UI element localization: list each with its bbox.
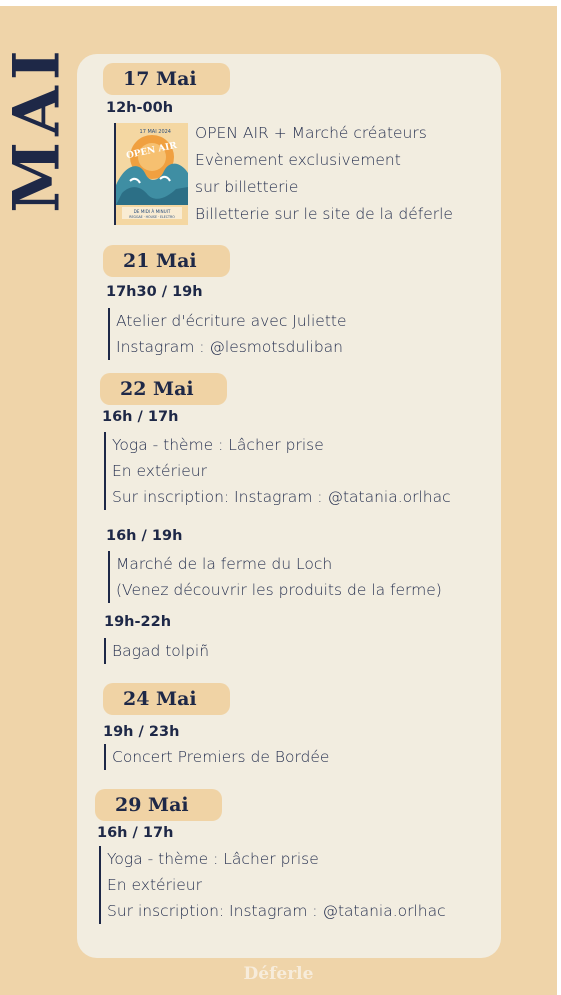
event-description: [108, 551, 442, 603]
event-line: Instagram : @lesmotsduliban: [116, 338, 343, 356]
event-description: [108, 308, 347, 360]
day-header-29-mai: 29 Mai: [95, 789, 222, 821]
event-time: 16h / 19h: [106, 528, 183, 544]
event-line: Yoga - thème : Lâcher prise: [112, 436, 324, 454]
event-time: 16h / 17h: [97, 825, 174, 841]
event-time: 19h-22h: [104, 614, 172, 630]
event-time: 17h30 / 19h: [106, 284, 203, 300]
thumb-title: OPEN AIR: [125, 140, 178, 162]
thumb-date: 17 MAI 2024: [139, 129, 171, 135]
thumb-genres: REGGAE · HOUSE · ELECTRO: [129, 215, 175, 219]
day-header-22-mai: 22 Mai: [100, 373, 227, 405]
event-line: En extérieur: [112, 462, 208, 480]
event-time: 12h-00h: [106, 100, 174, 116]
event-line: Sur inscription: Instagram : @tatania.orlhac: [107, 902, 446, 920]
event-line: sur billetterie: [195, 178, 299, 196]
event-line: (Venez découvrir les produits de la ferme): [116, 581, 442, 599]
deferle-logo: Déferle: [243, 964, 314, 984]
event-time: 16h / 17h: [102, 409, 179, 425]
event-line: Yoga - thème : Lâcher prise: [107, 850, 319, 868]
event-line: Evènement exclusivement: [195, 151, 401, 169]
event-description: [195, 120, 453, 228]
event-line: Atelier d'écriture avec Juliette: [116, 312, 347, 330]
event-line: OPEN AIR + Marché créateurs: [195, 124, 427, 142]
event-line: En extérieur: [107, 876, 203, 894]
event-description: [104, 638, 209, 664]
event-description: [104, 744, 329, 770]
open-air-poster-image: [114, 123, 190, 225]
event-line: Sur inscription: Instagram : @tatania.orlhac: [112, 488, 451, 506]
event-line: Bagad tolpiñ: [112, 642, 210, 660]
thumb-subtitle: DE MIDI À MINUIT: [133, 209, 171, 214]
day-header-17-mai: 17 Mai: [103, 63, 230, 95]
event-description: [99, 846, 446, 924]
event-line: Marché de la ferme du Loch: [116, 555, 333, 573]
event-line: Concert Premiers de Bordée: [112, 748, 330, 766]
month-title: MAI: [0, 44, 75, 213]
event-time: 19h / 23h: [103, 724, 180, 740]
event-description: [104, 432, 451, 510]
event-line: Billetterie sur le site de la déferle: [195, 205, 453, 223]
day-header-21-mai: 21 Mai: [103, 245, 230, 277]
day-header-24-mai: 24 Mai: [103, 683, 230, 715]
